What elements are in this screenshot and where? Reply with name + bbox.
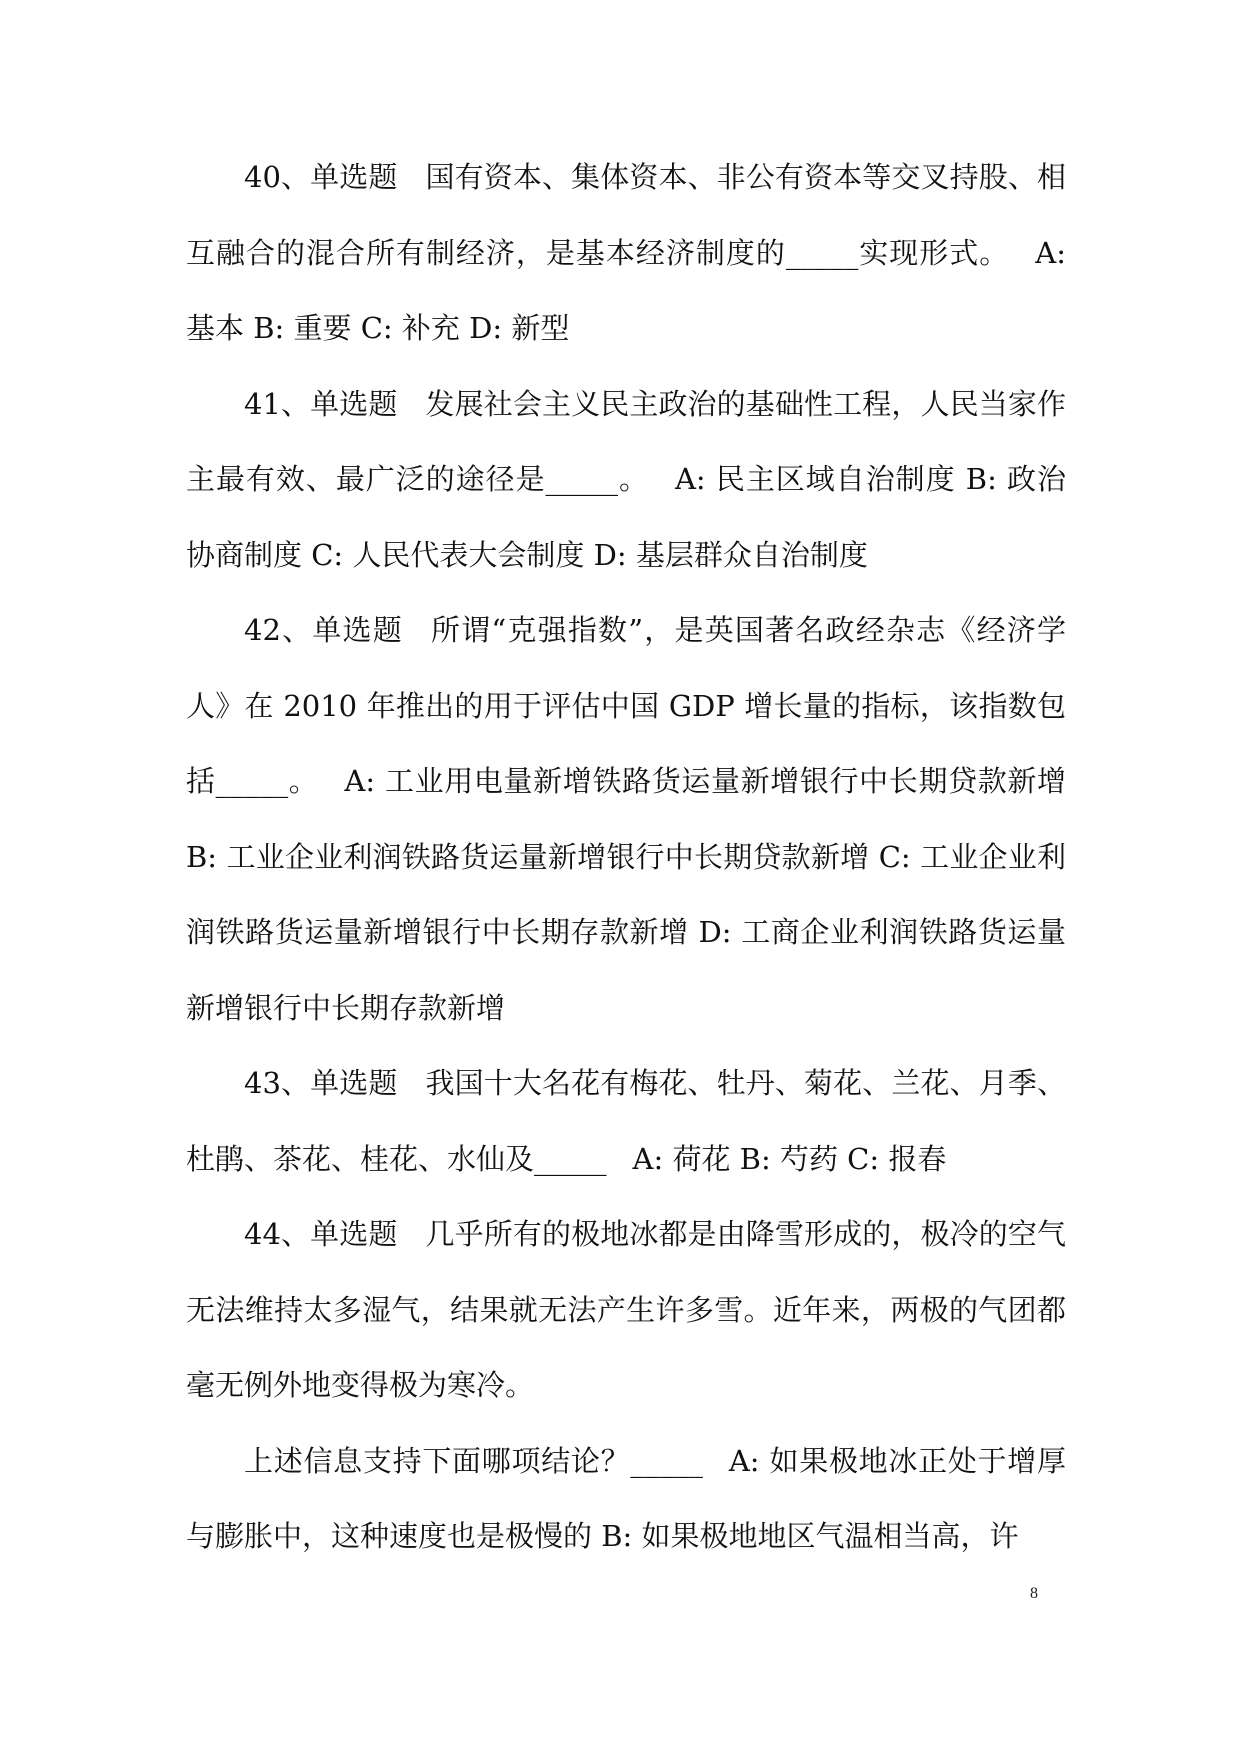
question-options: A: 民主区域自治制度 B: 政治协商制度 C: 人民代表大会制度 D: 基层群众自治制度 [186, 462, 1066, 572]
question-type: 单选题 [312, 613, 403, 647]
question-options: A: 荷花 B: 芍药 C: 报春 [632, 1141, 947, 1176]
question-options: A: 基本 B: 重要 C: 补充 D: 新型 [186, 235, 1066, 345]
question-number: 40、 [244, 160, 311, 194]
question-stem: 上述信息支持下面哪项结论？_____ [244, 1443, 703, 1478]
question-number: 44、 [244, 1217, 311, 1251]
question-41 [186, 367, 1066, 594]
question-44 [186, 1197, 1066, 1424]
question-type: 单选题 [310, 160, 398, 194]
question-options: A: 工业用电量新增铁路货运量新增银行中长期贷款新增 B: 工业企业利润铁路货运量新增银行中长期贷款新增 C: 工业企业利润铁路货运量新增银行中长期存款新增 D: 工商企业利润铁路货运量新增银行中长期存款新增 [186, 764, 1066, 1025]
question-number: 42、 [244, 613, 313, 647]
question-number: 41、 [244, 386, 311, 421]
question-options: A: 如果极地冰正处于增厚与膨胀中，这种速度也是极慢的 B: 如果极地地区气温相当高，许 [186, 1443, 1066, 1553]
question-list [186, 140, 1066, 1575]
question-stem: 发展社会主义民主政治的基础性工程，人民当家作主最有效、最广泛的途径是_____。 [186, 386, 1066, 496]
question-stem: 我国十大名花有梅花、牡丹、菊花、兰花、月季、杜鹃、茶花、桂花、水仙及_____ [186, 1066, 1066, 1176]
question-42 [186, 593, 1066, 1046]
page-number: 8 [1030, 1585, 1038, 1602]
question-type: 单选题 [310, 386, 398, 421]
question-stem: 所谓“克强指数”，是英国著名政经杂志《经济学人》在 2010 年推出的用于评估中国 GDP 增长量的指标，该指数包括_____。 [186, 613, 1067, 798]
question-type: 单选题 [310, 1217, 398, 1251]
question-44-followup [186, 1424, 1066, 1575]
question-type: 单选题 [310, 1066, 398, 1100]
question-stem: 几乎所有的极地冰都是由降雪形成的，极冷的空气无法维持太多湿气，结果就无法产生许多雪。近年来，两极的气团都毫无例外地变得极为寒冷。 [186, 1217, 1066, 1402]
question-number: 43、 [244, 1066, 311, 1100]
question-43 [186, 1046, 1066, 1197]
question-stem: 国有资本、集体资本、非公有资本等交叉持股、相互融合的混合所有制经济，是基本经济制度的_____实现形式。 [186, 160, 1066, 270]
question-40 [186, 140, 1066, 367]
